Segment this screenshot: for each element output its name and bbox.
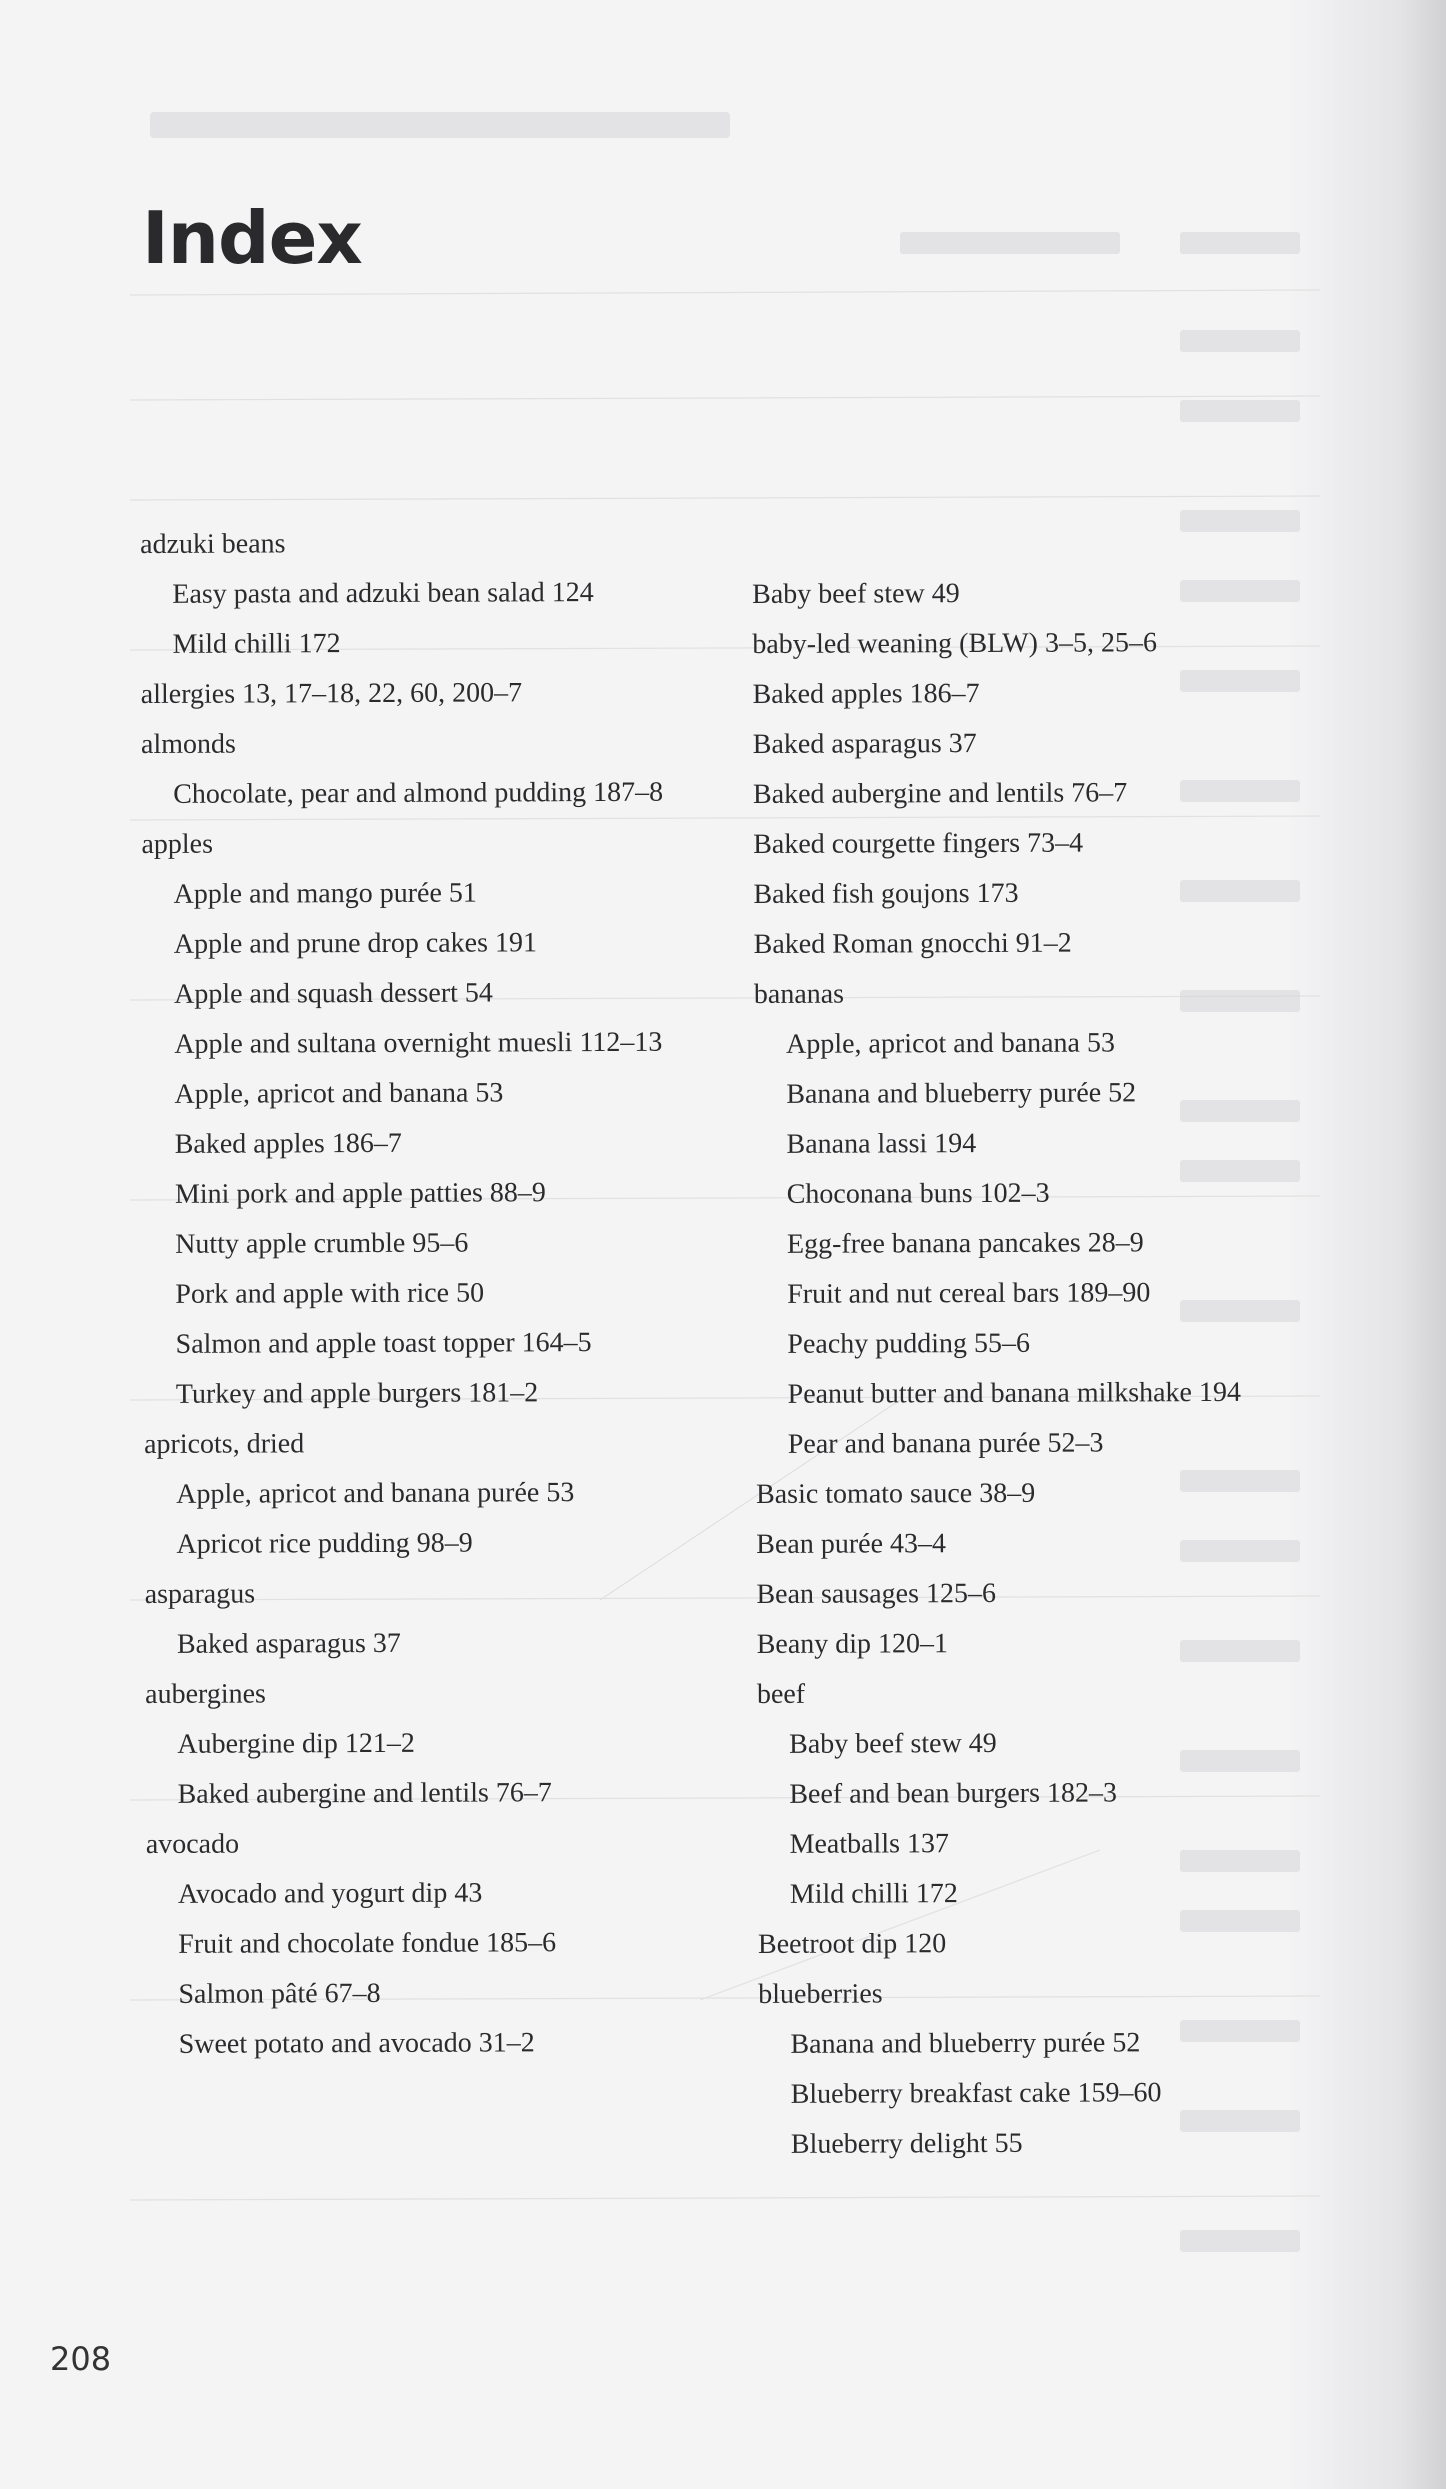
index-subentry: Turkey and apple burgers 181–2 [175, 1377, 539, 1410]
index-heading: apricots, dried [143, 1428, 305, 1460]
index-subentry: Choconana buns 102–3 [786, 1177, 1050, 1210]
index-subentry: Apple, apricot and banana 53 [174, 1077, 504, 1110]
index-subentry: Apricot rice pudding 98–9 [176, 1527, 473, 1560]
index-subentry: Chocolate, pear and almond pudding 187–8 [173, 776, 664, 810]
index-subentry: Fruit and chocolate fondue 185–6 [178, 1927, 557, 1960]
index-subentry: Apple and sultana overnight muesli 112–13 [174, 1026, 663, 1060]
index-subentry: Pork and apple with rice 50 [175, 1277, 485, 1310]
index-subentry: Mini pork and apple patties 88–9 [174, 1177, 546, 1210]
index-heading: Baked Roman gnocchi 91–2 [753, 927, 1072, 960]
index-subentry: Apple, apricot and banana 53 [786, 1027, 1116, 1060]
index-subentry: Salmon pâté 67–8 [178, 1977, 381, 2010]
index-subentry: Blueberry delight 55 [790, 2127, 1023, 2160]
index-heading: apples [141, 828, 214, 860]
index-heading: baby-led weaning (BLW) 3–5, 25–6 [752, 627, 1157, 660]
page-number: 208 [50, 2340, 112, 2378]
index-heading: Bean sausages 125–6 [756, 1577, 997, 1610]
index-heading: avocado [145, 1828, 240, 1860]
index-subentry: Beef and bean burgers 182–3 [789, 1777, 1118, 1810]
index-subentry: Apple and prune drop cakes 191 [173, 927, 538, 960]
index-subentry: Fruit and nut cereal bars 189–90 [787, 1277, 1151, 1310]
index-heading: Baked asparagus 37 [752, 728, 977, 760]
index-subentry: Blueberry breakfast cake 159–60 [790, 2077, 1162, 2110]
index-subentry: Baby beef stew 49 [789, 1727, 997, 1760]
index-subentry: Salmon and apple toast topper 164–5 [175, 1327, 592, 1360]
index-heading: Baby beef stew 49 [752, 578, 960, 610]
index-subentry: Peachy pudding 55–6 [787, 1327, 1031, 1360]
index-heading: Basic tomato sauce 38–9 [755, 1477, 1036, 1510]
index-subentry: Aubergine dip 121–2 [177, 1727, 415, 1760]
index-subentry: Banana and blueberry purée 52 [790, 2027, 1141, 2060]
index-heading: Beetroot dip 120 [757, 1928, 947, 1960]
index-subentry: Egg-free banana pancakes 28–9 [786, 1227, 1144, 1260]
index-heading: Beany dip 120–1 [756, 1628, 949, 1660]
index-subentry: Mild chilli 172 [172, 628, 341, 660]
index-subentry: Meatballs 137 [789, 1828, 950, 1860]
index-subentry: Nutty apple crumble 95–6 [175, 1227, 469, 1260]
index-heading: aubergines [145, 1678, 266, 1710]
index-heading: Baked apples 186–7 [752, 678, 980, 710]
index-subentry: Easy pasta and adzuki bean salad 124 [172, 577, 594, 610]
index-subentry: Sweet potato and avocado 31–2 [178, 2027, 535, 2060]
index-subentry: Avocado and yogurt dip 43 [177, 1877, 483, 1910]
index-subentry: Baked asparagus 37 [176, 1627, 401, 1660]
index-column-left [140, 517, 747, 2070]
index-subentry: Apple, apricot and banana purée 53 [176, 1477, 575, 1510]
index-heading: asparagus [144, 1578, 256, 1610]
index-heading: beef [756, 1678, 806, 1710]
index-heading: Baked courgette fingers 73–4 [753, 827, 1084, 860]
page-title: Index [142, 196, 362, 280]
index-subentry: Mild chilli 172 [789, 1878, 958, 1910]
index-heading: bananas [753, 978, 845, 1010]
index-subentry: Apple and mango purée 51 [173, 877, 477, 910]
index-subentry: Pear and banana purée 52–3 [787, 1427, 1104, 1460]
index-heading: adzuki beans [140, 528, 286, 560]
index-heading: allergies 13, 17–18, 22, 60, 200–7 [140, 677, 523, 710]
index-subentry: Peanut butter and banana milkshake 194 [787, 1376, 1241, 1410]
index-subentry: Banana lassi 194 [786, 1128, 977, 1160]
index-heading: blueberries [758, 1978, 883, 2010]
index-heading: Bean purée 43–4 [756, 1528, 947, 1560]
index-heading: Baked fish goujons 173 [753, 877, 1019, 910]
index-heading: Baked aubergine and lentils 76–7 [752, 777, 1128, 810]
index-column-right [752, 567, 1339, 2170]
index-subentry: Baked aubergine and lentils 76–7 [177, 1777, 552, 1810]
index-subentry: Apple and squash dessert 54 [174, 977, 493, 1010]
index-subentry: Baked apples 186–7 [174, 1127, 402, 1160]
index-subentry: Banana and blueberry purée 52 [786, 1077, 1137, 1110]
index-heading: almonds [140, 728, 236, 760]
